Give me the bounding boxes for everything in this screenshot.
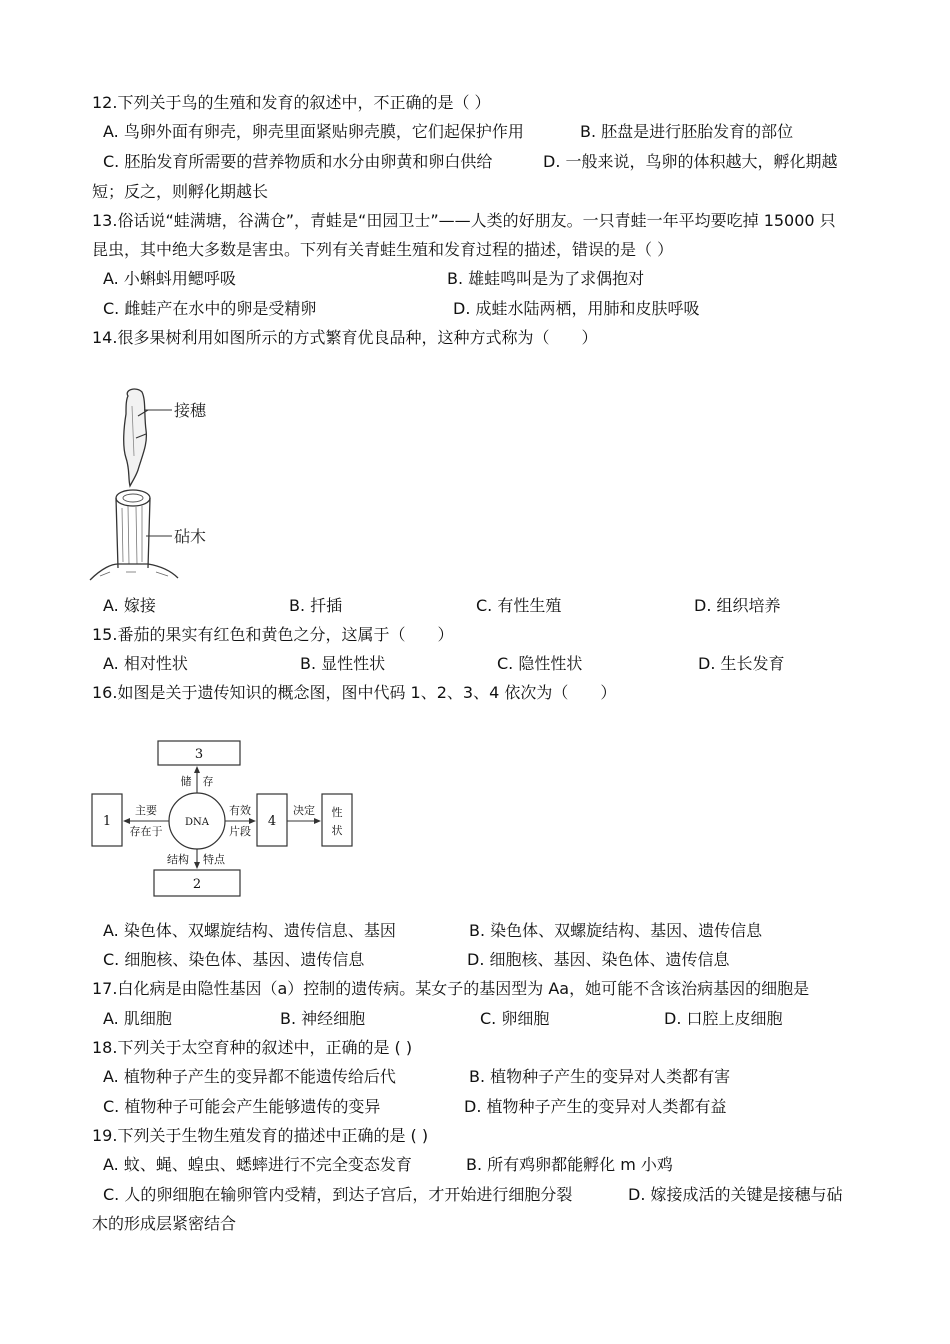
question-18-option-c: C. 植物种子可能会产生能够遗传的变异 [103, 1097, 381, 1116]
question-12-option-d-continued: 短；反之，则孵化期越长 [92, 182, 269, 201]
question-13-option-c: C. 雌蛙产在水中的卵是受精卵 [103, 299, 317, 318]
left-arrow-label-2: 存在于 [129, 825, 163, 838]
question-19-stem: 19.下列关于生物生殖发育的描述中正确的是 ( ) [92, 1126, 429, 1145]
question-19-option-b: B. 所有鸡卵都能孵化 m 小鸡 [466, 1155, 673, 1174]
question-15-option-b: B. 显性性状 [300, 654, 386, 673]
trait-box [322, 794, 352, 846]
question-12-option-c: C. 胚胎发育所需要的营养物质和水分由卵黄和卵白供给 [103, 152, 493, 171]
stock-trunk [116, 498, 150, 568]
question-12-option-d: D. 一般来说，鸟卵的体积越大，孵化期越 [543, 152, 838, 171]
question-17-option-b: B. 神经细胞 [280, 1009, 366, 1028]
question-14-stem: 14.很多果树利用如图所示的方式繁育优良品种，这种方式称为（ ） [92, 328, 598, 347]
question-16-option-d: D. 细胞核、基因、染色体、遗传信息 [467, 950, 730, 969]
left-arrow-label-1: 主要 [135, 804, 157, 817]
question-16-option-a: A. 染色体、双螺旋结构、遗传信息、基因 [103, 921, 396, 940]
decide-label: 决定 [293, 804, 315, 817]
box-1-label: 1 [102, 814, 112, 829]
question-19-option-d: D. 嫁接成活的关键是接穗与砧 [628, 1185, 843, 1204]
question-13-option-b: B. 雄蛙鸣叫是为了求偶抱对 [447, 269, 645, 288]
question-17-stem: 17.白化病是由隐性基因（a）控制的遗传病。某女子的基因型为 Aa，她可能不含该治病基因的细胞是 [92, 979, 810, 998]
question-17-option-c: C. 卵细胞 [480, 1009, 550, 1028]
grafting-illustration [86, 386, 226, 586]
question-18-option-d: D. 植物种子产生的变异对人类都有益 [464, 1097, 727, 1116]
arrowhead-box-4 [249, 818, 256, 824]
question-13-option-a: A. 小蝌蚪用鳃呼吸 [103, 269, 236, 288]
question-15-option-c: C. 隐性性状 [497, 654, 583, 673]
question-16-option-c: C. 细胞核、染色体、基因、遗传信息 [103, 950, 365, 969]
trait-label-2: 状 [331, 824, 343, 837]
question-13-option-d: D. 成蛙水陆两栖，用肺和皮肤呼吸 [453, 299, 700, 318]
box-3-label: 3 [194, 747, 204, 762]
question-14-option-a: A. 嫁接 [103, 596, 156, 615]
arrowhead-box-2 [194, 862, 200, 869]
question-14-option-d: D. 组织培养 [694, 596, 781, 615]
down-arrow-label-1: 结构 [167, 853, 189, 866]
stock-bark-texture [122, 506, 142, 564]
question-17-option-a: A. 肌细胞 [103, 1009, 172, 1028]
genetics-concept-map [90, 740, 360, 900]
right-arrow-label-2: 片段 [229, 825, 251, 838]
arrowhead-trait [314, 818, 321, 824]
question-19-option-a: A. 蚊、蝇、蝗虫、蟋蟀进行不完全变态发育 [103, 1155, 412, 1174]
question-17-option-d: D. 口腔上皮细胞 [664, 1009, 783, 1028]
question-13-stem-continued: 昆虫，其中绝大多数是害虫。下列有关青蛙生殖和发育过程的描述，错误的是（ ） [92, 240, 674, 259]
question-14-option-b: B. 扦插 [289, 596, 343, 615]
box-4-label: 4 [267, 814, 277, 829]
box-2-label: 2 [192, 877, 202, 892]
question-12-stem: 12.下列关于鸟的生殖和发育的叙述中，不正确的是（ ） [92, 93, 491, 112]
question-13-stem: 13.俗话说“蛙满塘，谷满仓”，青蛙是“田园卫士”——人类的好朋友。一只青蛙一年平均要吃掉 15000 只 [92, 211, 836, 230]
dna-label: DNA [185, 817, 209, 828]
question-15-stem: 15.番茄的果实有红色和黄色之分，这属于（ ） [92, 625, 454, 644]
question-18-stem: 18.下列关于太空育种的叙述中，正确的是 ( ) [92, 1038, 413, 1057]
scion-label: 接穗 [174, 401, 207, 420]
question-15-option-d: D. 生长发育 [698, 654, 785, 673]
scion-shape [124, 389, 147, 486]
question-19-option-d-continued: 木的形成层紧密结合 [92, 1214, 237, 1233]
stock-cut-top [116, 490, 150, 506]
up-arrow-label-2: 存 [202, 775, 214, 788]
arrowhead-box-3 [194, 766, 200, 773]
question-19-option-c: C. 人的卵细胞在输卵管内受精，到达子宫后，才开始进行细胞分裂 [103, 1185, 573, 1204]
right-arrow-label-1: 有效 [229, 804, 251, 817]
question-16-stem: 16.如图是关于遗传知识的概念图，图中代码 1、2、3、4 依次为（ ） [92, 683, 617, 702]
down-arrow-label-2: 特点 [203, 853, 225, 866]
question-14-option-c: C. 有性生殖 [476, 596, 562, 615]
question-12-option-b: B. 胚盘是进行胚胎发育的部位 [580, 122, 794, 141]
arrowhead-box-1 [123, 818, 130, 824]
up-arrow-label-1: 储 [180, 775, 192, 788]
stock-label: 砧木 [174, 527, 207, 546]
question-12-option-a: A. 鸟卵外面有卵壳，卵壳里面紧贴卵壳膜，它们起保护作用 [103, 122, 524, 141]
question-18-option-b: B. 植物种子产生的变异对人类都有害 [469, 1067, 731, 1086]
trait-label-1: 性 [331, 806, 343, 819]
question-18-option-a: A. 植物种子产生的变异都不能遗传给后代 [103, 1067, 396, 1086]
ground-texture [100, 572, 168, 576]
question-16-option-b: B. 染色体、双螺旋结构、基因、遗传信息 [469, 921, 763, 940]
question-15-option-a: A. 相对性状 [103, 654, 188, 673]
